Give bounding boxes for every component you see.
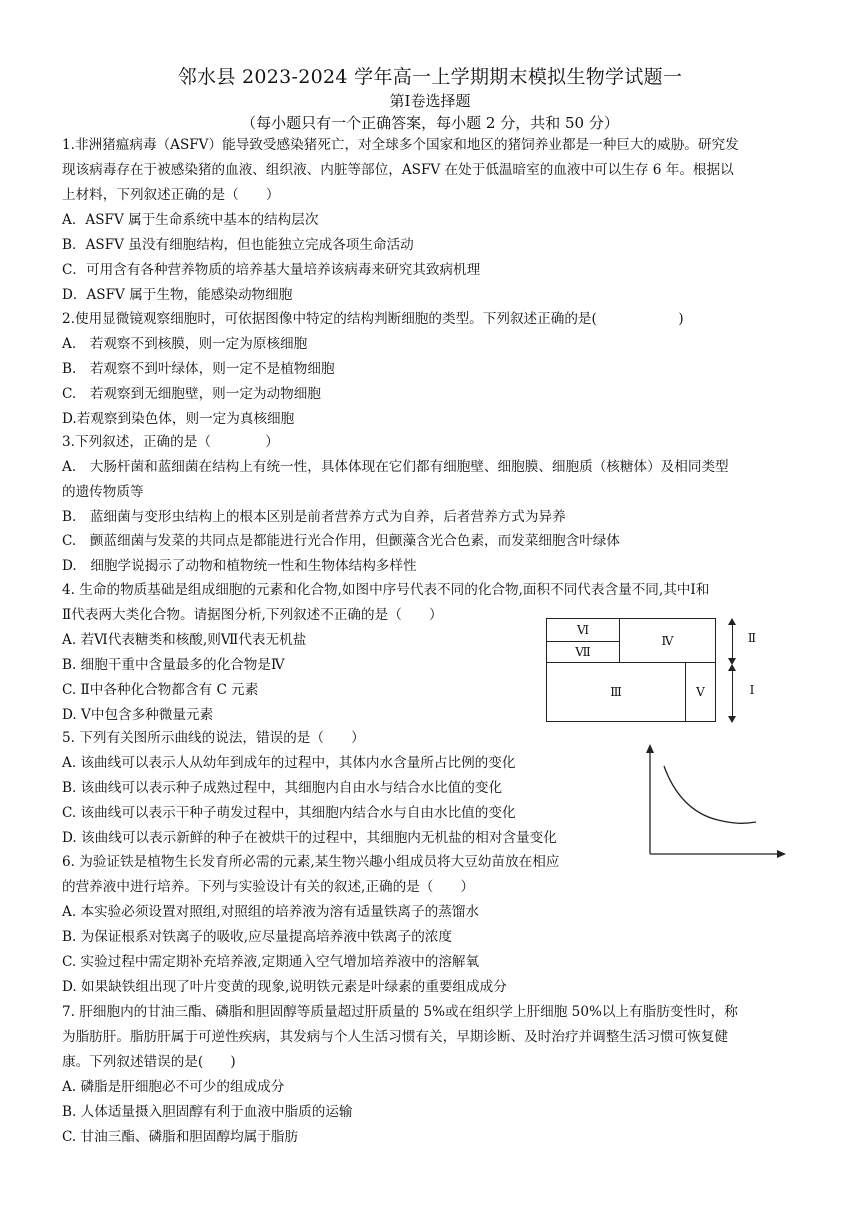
y-axis-arrow-icon bbox=[646, 744, 654, 753]
question-7-stem-line: 为脂肪肝。脂肪肝属于可逆性疾病，其发病与个人生活习惯有关，早期诊断、及时治疗并调整生活习惯可恢复健 bbox=[62, 1029, 729, 1045]
bracket-i-line bbox=[732, 668, 733, 718]
question-1-stem-line: 现该病毒存在于被感染猪的血液、组织液、内脏等部位，ASFV 在处于低温暗室的血液中可以生存 6 年。根据以 bbox=[62, 162, 734, 178]
question-5-option-a: A. 该曲线可以表示人从幼年到成年的过程中，其体内水含量所占比例的变化 bbox=[62, 755, 516, 771]
question-4-option-a: A. 若Ⅵ代表糖类和核酸,则Ⅶ代表无机盐 bbox=[62, 632, 307, 648]
question-4-option-d: D. Ⅴ中包含多种微量元素 bbox=[62, 707, 214, 723]
question-7-stem-line: 7. 肝细胞内的甘油三酯、磷脂和胆固醇等质量超过肝质量的 5%或在组织学上肝细胞 50%以上有脂肪变性时，称 bbox=[62, 1004, 738, 1020]
arrow-up-icon bbox=[728, 618, 736, 625]
section-title: 第Ⅰ卷选择题 bbox=[389, 92, 471, 110]
arrow-down-icon bbox=[728, 716, 736, 723]
question-6-option-d: D. 如果缺铁组出现了叶片变黄的现象,说明铁元素是叶绿素的重要组成成分 bbox=[62, 979, 507, 995]
label-ii: Ⅱ bbox=[747, 631, 757, 645]
question-4-option-c: C. Ⅱ中各种化合物都含有 C 元素 bbox=[62, 682, 259, 698]
label-v: Ⅴ bbox=[696, 685, 705, 699]
label-i: Ⅰ bbox=[749, 683, 755, 697]
question-4-stem-line: Ⅱ代表两大类化合物。请据图分析,下列叙述不正确的是（ ） bbox=[62, 607, 443, 623]
curve-line bbox=[664, 766, 756, 823]
question-5-stem-line: 5. 下列有关图所示曲线的说法，错误的是（ ） bbox=[62, 730, 365, 746]
question-1-option-b: B．ASFV 虽没有细胞结构，但也能独立完成各项生命活动 bbox=[62, 237, 414, 253]
question-1-stem-line: 上材料，下列叙述正确的是（ ） bbox=[62, 187, 280, 203]
page-title: 邻水县 2023-2024 学年高一上学期期末模拟生物学试题一 bbox=[177, 66, 683, 88]
question-4-option-b: B. 细胞干重中含量最多的化合物是Ⅳ bbox=[62, 657, 285, 673]
question-5-option-c: C. 该曲线可以表示干种子萌发过程中，其细胞内结合水与自由水比值的变化 bbox=[62, 805, 516, 821]
question-7-stem-line: 康。下列叙述错误的是( ) bbox=[62, 1054, 236, 1070]
label-vi: Ⅵ bbox=[576, 623, 590, 637]
question-4-stem-line: 4. 生命的物质基础是组成细胞的元素和化合物,如图中序号代表不同的化合物,面积不同代表含量不同,其中Ⅰ和 bbox=[62, 582, 710, 598]
decay-curve-figure bbox=[628, 742, 788, 862]
question-3-option-b: B. 蓝细菌与变形虫结构上的根本区别是前者营养方式为自养，后者营养方式为异养 bbox=[62, 509, 566, 525]
question-7-option-b: B. 人体适量摄入胆固醇有利于血液中脂质的运输 bbox=[62, 1104, 353, 1120]
section-instructions: （每小题只有一个正确答案，每小题 2 分，共和 50 分） bbox=[241, 114, 619, 132]
question-3-stem-line: 3.下列叙述，正确的是（ ） bbox=[62, 434, 279, 450]
question-2-stem-line: 2.使用显微镜观察细胞时，可依据图像中特定的结构判断细胞的类型。下列叙述正确的是( ) bbox=[62, 311, 684, 327]
question-2-option-c: C. 若观察到无细胞壁，则一定为动物细胞 bbox=[62, 386, 321, 402]
question-3-option-c: C. 颤蓝细菌与发菜的共同点是都能进行光合作用，但颤藻含光合色素，而发菜细胞含叶绿体 bbox=[62, 533, 620, 549]
question-6-stem-line: 6. 为验证铁是植物生长发育所必需的元素,某生物兴趣小组成员将大豆幼苗放在相应 bbox=[62, 854, 560, 870]
question-2-option-d: D.若观察到染色体，则一定为真核细胞 bbox=[62, 411, 295, 427]
question-2-option-a: A. 若观察不到核膜，则一定为原核细胞 bbox=[62, 336, 308, 352]
question-5-option-d: D. 该曲线可以表示新鲜的种子在被烘干的过程中，其细胞内无机盐的相对含量变化 bbox=[62, 830, 557, 846]
question-3-option-a: A. 大肠杆菌和蓝细菌在结构上有统一性，具体体现在它们都有细胞壁、细胞膜、细胞质（核糖体）及相同类型 bbox=[62, 459, 729, 475]
question-5-option-b: B. 该曲线可以表示种子成熟过程中，其细胞内自由水与结合水比值的变化 bbox=[62, 780, 503, 796]
arrow-up-icon bbox=[728, 664, 736, 671]
question-1-option-d: D．ASFV 属于生物，能感染动物细胞 bbox=[62, 287, 293, 303]
label-iii: Ⅲ bbox=[610, 685, 622, 699]
question-3-option-a-cont: 的遗传物质等 bbox=[62, 484, 144, 500]
question-1-option-c: C．可用含有各种营养物质的培养基大量培养该病毒来研究其致病机理 bbox=[62, 262, 481, 278]
question-6-option-c: C. 实验过程中需定期补充培养液,定期通入空气增加培养液中的溶解氧 bbox=[62, 954, 480, 970]
question-2-option-b: B. 若观察不到叶绿体，则一定不是植物细胞 bbox=[62, 361, 335, 377]
question-7-option-c: C. 甘油三酯、磷脂和胆固醇均属于脂肪 bbox=[62, 1129, 299, 1145]
bracket-ii-line bbox=[732, 622, 733, 660]
question-3-option-d: D. 细胞学说揭示了动物和植物统一性和生物体结构多样性 bbox=[62, 558, 417, 574]
question-1-stem-line: 1.非洲猪瘟病毒（ASFV）能导致受感染猪死亡，对全球多个国家和地区的猪饲养业都是一种巨大的威胁。研究发 bbox=[62, 137, 739, 153]
question-6-option-a: A. 本实验必须设置对照组,对照组的培养液为溶有适量铁离子的蒸馏水 bbox=[62, 904, 479, 920]
x-axis-arrow-icon bbox=[777, 850, 786, 858]
question-7-option-a: A. 磷脂是肝细胞必不可少的组成成分 bbox=[62, 1079, 285, 1095]
question-6-stem-line: 的营养液中进行培养。下列与实验设计有关的叙述,正确的是（ ） bbox=[62, 879, 475, 895]
compound-area-figure bbox=[546, 618, 776, 722]
label-vii: Ⅶ bbox=[575, 645, 591, 659]
question-6-option-b: B. 为保证根系对铁离子的吸收,应尽量提高培养液中铁离子的浓度 bbox=[62, 929, 452, 945]
label-iv: Ⅳ bbox=[661, 633, 674, 648]
question-1-option-a: A．ASFV 属于生命系统中基本的结构层次 bbox=[62, 212, 319, 228]
